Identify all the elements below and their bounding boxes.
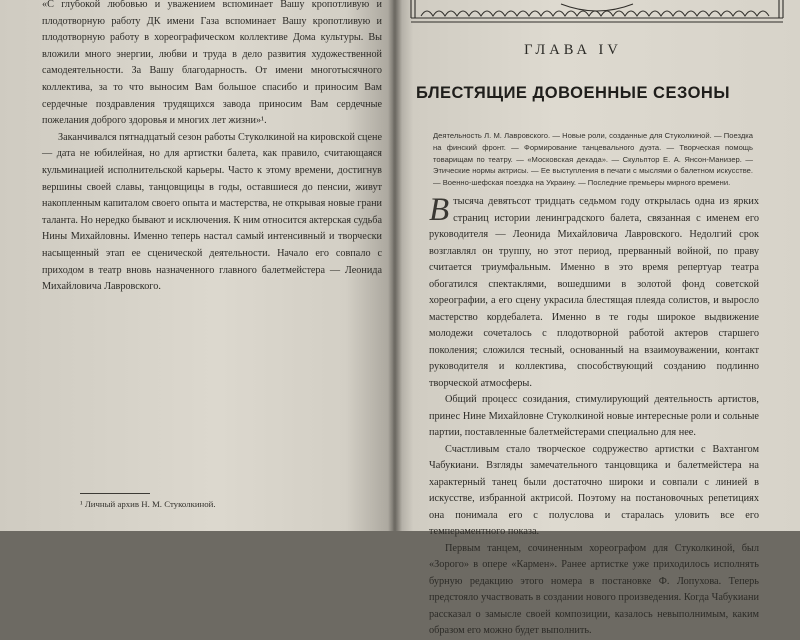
first-paragraph-text: тысяча девятьсот тридцать седьмом году открылась одна из ярких страниц истории ленинградского балета, связанная с именем его руководителя — Леонида Михайловича Лавровского. Недолгий срок возглавлял он труппу, но этот период, прерванный войной, по праву считается триумфальным. Именно в это время репертуар театра обогатился спектаклями, вошедшими в золотой фонд советской хореографии, а его сцену украсила блестящая плеяда солистов, и выросло мастерство кордебалета. Именно в те годы широкое выдвижение молодежи сочеталось с плодотворной работой актеров старшего поколения; сложился тесный, основанный на взаимоуважении, контакт руководителя и коллектива, способствующий созданию подлинно творческой атмосферы. (429, 196, 759, 389)
chapter-title: БЛЕСТЯЩИЕ ДОВОЕННЫЕ СЕЗОНЫ (416, 84, 730, 102)
right-page (393, 0, 800, 636)
chapter-summary: Деятельность Л. М. Лавровского. — Новые роли, созданные для Стуколкиной. — Поездка на финский фронт. — Формирование танцевального дуэта. — Творческая помощь товарищам по театру. — «Московская декада». — Скульптор Е. А. Янсон-Манизер. — Этические нормы актрисы. — Ее выступления в печати с мыслями о балетном искусстве. — Военно-шефская поездка на Украину. — Последние премьеры мирного времени. (433, 131, 753, 188)
book-gutter (388, 0, 402, 531)
left-body-paragraph: Заканчивался пятнадцатый сезон работы Стуколкиной на кировской сцене — дата не юбилейная, но для артистки балета, как правило, считающаяся кульминацией исполнительской карьеры. Часто к этому времени, достигнув вершины своей славы, танцовщицы в годы, оставшиеся до пенсии, живут накопленным капиталом своего опыта и мастерства, не открывая новые грани таланта. Но нередко бывают и исключения. К ним относится актерская судьба Нины Михайловны. Именно теперь настал самый интенсивный и творчески насыщенный этап ее сценической деятельности. Начало его совпало с приходом в театр вновь назначенного главного балетмейстера — Леонида Михайловича Лавровского. (42, 131, 383, 293)
chapter-body (429, 194, 759, 640)
body-paragraph: Общий процесс созидания, стимулирующий деятельность артистов, принес Нине Михайловне Стуколкиной новые интересные роли и сольные партии, поставленные балетмейстерами специально для нее. (429, 394, 759, 438)
body-paragraph: Счастливым стало творческое содружество артистки с Вахтангом Чабукиани. Взгляды замечательного танцовщика и балетмейстера на характерный танец были достаточно широки и совпали с линией в искусстве, избранной актрисой. Поэтому на постановочных репетициях она понимала его с полуслова и старалась уловить все его темпераментного показа. (429, 443, 759, 537)
body-paragraph: Первым танцем, сочиненным хореографом для Стуколкиной, был «Зорого» в опере «Кармен». Ранее артистке уже приходилось исполнять бурную редакцию этого номера в постановке Ф. Лопухова. Теперь предстояло участвовать в создании нового произведения. Когда Чабукиани рассказал о замысле своей композиции, казалось невыполнимым, каким образом его можно будет выполнить. (429, 542, 759, 636)
footnote: ¹ Личный архив Н. М. Стуколкиной. (80, 499, 216, 509)
first-paragraph (429, 194, 759, 392)
left-page-text (42, 0, 382, 296)
left-page (0, 0, 393, 531)
drop-cap: В (429, 192, 450, 228)
left-quote-paragraph: «С глубокой любовью и уважением вспоминает Вашу кропотливую и плодотворную работу ДК имени Газа вспоминает Вашу кропотливую и плодотворную работу в хореографическом коллективе Дома культуры. Вы вложили много энергии, любви и труда в дело развития художественной самодеятельности. За Вашу благодарность. От имени многотысячного коллектива, за то что выносим Вам большое спасибо и приносим Вам сердечные поздравления трудящихся завода приносим Вам сердечные пожелания доброго здоровья и многих лет жизни»¹. (42, 0, 382, 127)
ornamental-header-border (411, 0, 783, 30)
chapter-number: ГЛАВА IV (524, 42, 622, 58)
footnote-divider (80, 493, 150, 494)
